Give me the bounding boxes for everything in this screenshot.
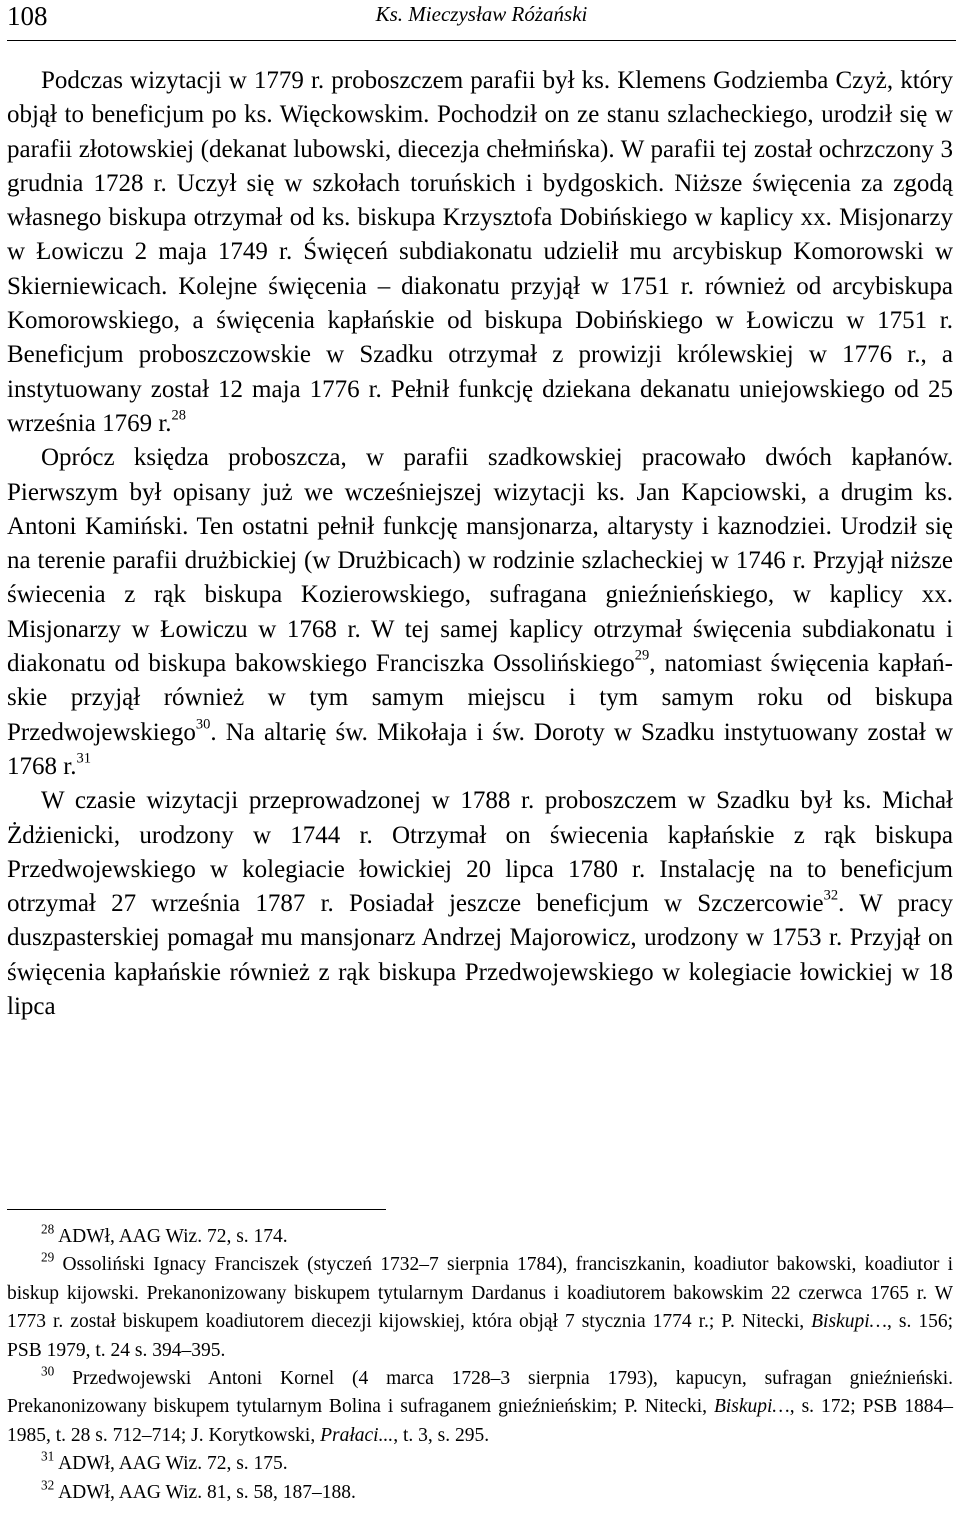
main-text xyxy=(7,64,953,1024)
footnote-text: , s. 172; PSB 1884–1985, t. 28 s. 712–714; J. Korytkowski, xyxy=(7,1396,954,1446)
paragraph-3 xyxy=(7,784,953,1024)
footnote-ref: 28 xyxy=(171,407,187,424)
paragraph-text: , natomiast święcenia kapłańskie przyjął również w tym samym miejscu i tym samym roku od biskupa Przedwojewskiego xyxy=(7,650,953,746)
footnote-32 xyxy=(7,1479,953,1507)
footnote-number: 31 xyxy=(41,1448,55,1464)
running-head: Ks. Mieczysław Różański xyxy=(375,2,588,26)
footnote-title: Prałaci... xyxy=(320,1424,394,1446)
paragraph-1 xyxy=(7,64,953,441)
footnote-text: Ossoliński Ignacy Franciszek (styczeń 1732–7 sierpnia 1784), franciszkanin, koadiutor bakowski, koadiutor i biskup kijowski. Prekanonizowany biskupem tytularnym Dardanus i koadiutorem bakowskim 22 czerwca 1765 r. W 1773 r. został biskupem koadiutorem diecezji kijowskiej, która objął 7 stycznia 1774 r.; P. Nitecki, xyxy=(7,1254,954,1333)
paragraph-text: . Na altarię św. Mikołaja i św. Doroty w Szadku instytuowany został w 1768 r. xyxy=(7,718,953,780)
footnote-number: 29 xyxy=(41,1249,55,1265)
paragraph-text: Podczas wizytacji w 1779 r. proboszczem parafii był ks. Klemens Godziemba Czyż, który objął to beneficjum po ks. Więckowskim. Pochodził on ze stanu szlacheckiego, urodził się w parafii złotowskiej (dekanat lubowski, diecezja chełmińska). W parafii tej został ochrzczony 3 grudnia 1728 r. Uczył się w szkołach toruńskich i bydgoskich. Niższe święcenia za zgodą własnego biskupa otrzymał od ks. biskupa Krzysztofa Dobińskiego w kaplicy xx. Misjonarzy w Łowiczu 2 maja 1749 r. Święceń subdiakonatu udzielił mu arcybiskup Komorowski w Skierniewicach. Kolejne święcenia – diakonatu przyjął w 1751 r. również od arcybiskupa Komorowskiego, a święcenia kapłańskie od biskupa Dobińskiego w Łowiczu w 1751 r. Beneficjum proboszczowskie w Szadku otrzymał z prowizji królewskiej w 1776 r., a instytuowany został 12 maja 1776 r. Pełnił funkcję dziekana dekanatu uniejowskiego od 25 września 1769 r. xyxy=(7,67,953,437)
footnote-30 xyxy=(7,1365,953,1450)
footnote-ref: 31 xyxy=(76,750,91,767)
paragraph-text: W czasie wizytacji przeprowadzonej w 1788 r. proboszczem w Szadku był ks. Michał Żdżienicki, urodzony w 1744 r. Otrzymał on świecenia kapłańskie z rąk biskupa Przedwojewskiego w kolegiacie łowickiej 20 lipca 1780 r. Instalację na to beneficjum otrzymał 27 września 1787 r. Posiadał jeszcze beneficjum w Szczercowie xyxy=(7,787,953,918)
paragraph-text: . W pracy duszpasterskiej pomagał mu mansjonarz Andrzej Majorowicz, urodzony w 1753 r. Przyjął on święcenia kapłańskie również z rąk biskupa Przedwojewskiego w kolegiacie łowickiej w 18 lipca xyxy=(7,890,954,1021)
footnote-31 xyxy=(7,1450,953,1478)
paragraph-2 xyxy=(7,441,953,784)
footnote-title: Biskupi… xyxy=(811,1311,887,1333)
footnotes xyxy=(7,1223,953,1507)
footnote-28 xyxy=(7,1223,953,1251)
footnote-number: 28 xyxy=(41,1221,55,1237)
footnote-text: ADWł, AAG Wiz. 72, s. 175. xyxy=(58,1453,288,1475)
footnote-ref: 29 xyxy=(634,647,650,664)
footnote-number: 32 xyxy=(41,1477,55,1493)
footnote-text: , t. 3, s. 295. xyxy=(393,1424,490,1446)
paragraph-text: Oprócz księdza proboszcza, w parafii szadkowskiej pracowało dwóch kapłanów. Pierwszym był opisany już we wcześniejszej wizytacji ks. Jan Kapciowski, a drugim ks. Antoni Kamiński. Ten ostatni pełnił funkcję mansjonarza, altarysty i kaznodziei. Urodził się na terenie parafii drużbickiej (w Drużbicach) w rodzinie szlacheckiej w 1746 r. Przyjął niższe świecenia z rąk biskupa Kozierowskiego, sufragana gnieźnieńskiego, w kaplicy xx. Misjonarzy w Łowiczu w 1768 r. W tej samej kaplicy otrzymał święcenia subdiakonatu i diakonatu od biskupa bakowskiego Franciszka Ossolińskiego xyxy=(7,444,953,678)
footnote-separator xyxy=(7,1209,386,1210)
footnote-ref: 30 xyxy=(195,716,211,733)
footnote-text: ADWł, AAG Wiz. 81, s. 58, 187–188. xyxy=(58,1481,356,1503)
footnote-number: 30 xyxy=(41,1363,55,1379)
footnote-text: Przedwojewski Antoni Kornel (4 marca 1728–3 sierpnia 1793), kapucyn, sufragan gnieźnieński. Prekanonizowany biskupem tytularnym Bolina i sufraganem gnieźnieńskim; P. Nitecki, xyxy=(7,1368,953,1418)
footnote-text: , s. 156; PSB 1979, t. 24 s. 394–395. xyxy=(7,1311,953,1361)
page-number: 108 xyxy=(7,1,48,31)
footnote-29 xyxy=(7,1251,953,1365)
footnote-title: Biskupi… xyxy=(713,1396,790,1418)
footnote-text: ADWł, AAG Wiz. 72, s. 174. xyxy=(58,1226,288,1247)
footnote-ref: 32 xyxy=(823,887,839,904)
page-header xyxy=(7,0,956,41)
